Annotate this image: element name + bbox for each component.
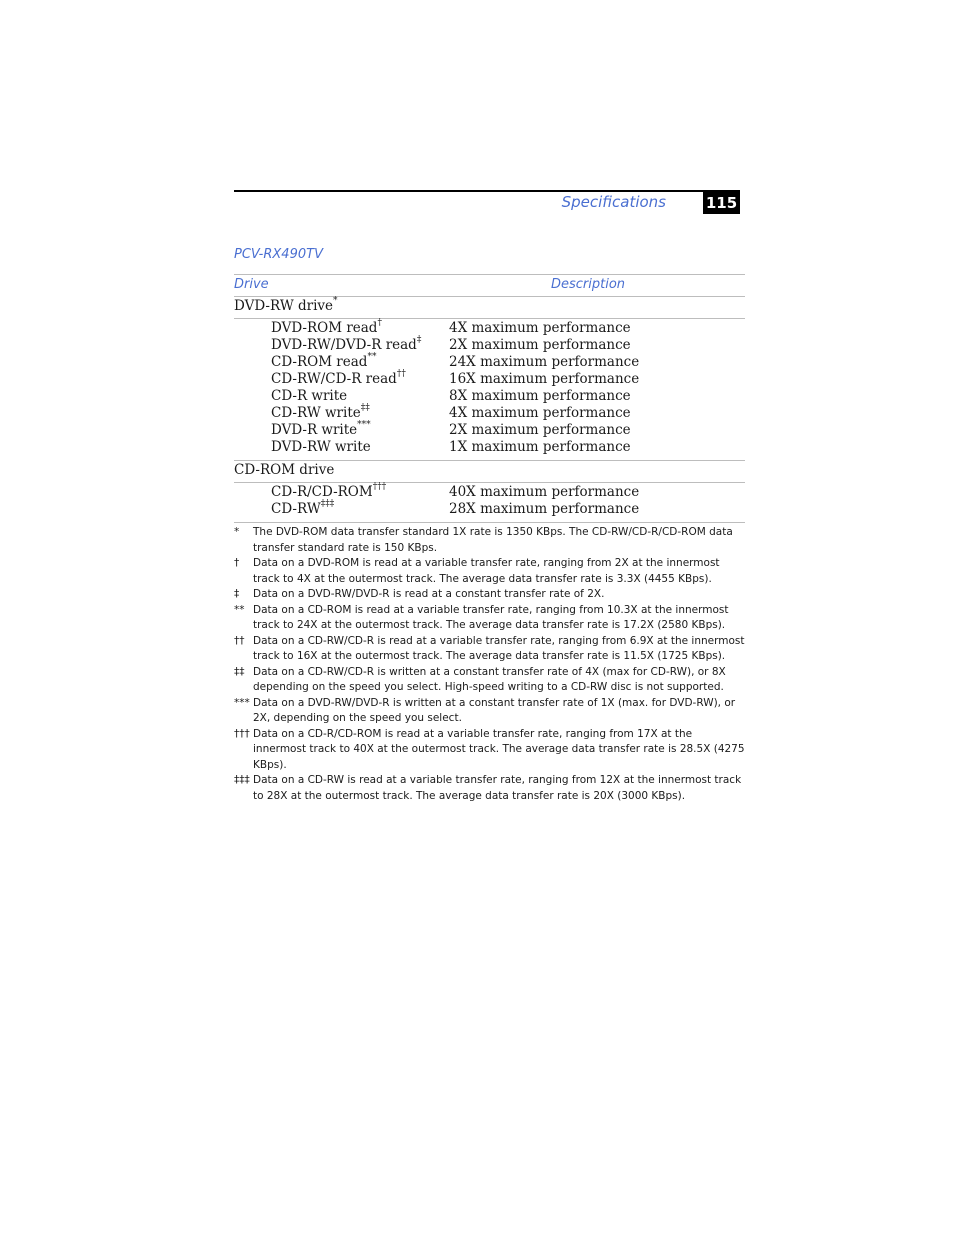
footnote bbox=[234, 556, 746, 587]
table-row bbox=[234, 337, 745, 354]
item-description: 4X maximum performance bbox=[449, 405, 631, 421]
footnote-marker: ‡‡‡ bbox=[234, 774, 250, 786]
footnote-mark: ‡ bbox=[416, 335, 422, 345]
item-name-text: CD-ROM read bbox=[271, 354, 368, 370]
model-title: PCV-RX490TV bbox=[234, 247, 323, 262]
col-drive-header: Drive bbox=[234, 277, 269, 292]
footnote-text: Data on a CD-ROM is read at a variable transfer rate, ranging from 10.3X at the innermost track to 24X at the outermost track. The average data transfer rate is 17.2X (2580 KBps). bbox=[253, 603, 729, 631]
footnote-mark: † bbox=[377, 318, 382, 328]
footnote-text: The DVD-ROM data transfer standard 1X rate is 1350 KBps. The CD-RW/CD-R/CD-ROM data transfer standard rate is 150 KBps. bbox=[253, 526, 733, 554]
footnote bbox=[234, 665, 746, 696]
item-description: 16X maximum performance bbox=[449, 371, 640, 387]
item-description: 4X maximum performance bbox=[449, 320, 631, 336]
footnote bbox=[234, 727, 746, 774]
group-row bbox=[234, 297, 745, 319]
footnote-mark: * bbox=[333, 296, 338, 306]
item-name bbox=[271, 484, 386, 500]
item-name-text: CD-R write bbox=[271, 388, 348, 404]
footnote-marker: † bbox=[234, 557, 240, 569]
footnote-mark: ††† bbox=[372, 482, 387, 492]
item-description: 24X maximum performance bbox=[449, 354, 640, 370]
item-description: 40X maximum performance bbox=[449, 484, 640, 500]
footnote-mark: ‡‡ bbox=[360, 403, 370, 413]
footnote-text: Data on a CD-RW/CD-R is read at a variable transfer rate, ranging from 6.9X at the innermost track to 16X at the outermost track. The average data transfer rate is 11.5X (1725 KBps). bbox=[253, 634, 745, 662]
item-description: 8X maximum performance bbox=[449, 388, 631, 404]
footnote-text: Data on a CD-RW is read at a variable transfer rate, ranging from 12X at the innermost track to 28X at the outermost track. The average data transfer rate is 20X (3000 KBps). bbox=[253, 774, 742, 802]
item-name-text: CD-RW write bbox=[271, 405, 361, 421]
item-description: 2X maximum performance bbox=[449, 422, 631, 438]
footnote-mark: *** bbox=[357, 420, 371, 430]
item-name bbox=[271, 388, 347, 404]
item-name-text: DVD-RW write bbox=[271, 439, 371, 455]
footnote-text: Data on a CD-RW/CD-R is written at a constant transfer rate of 4X (max for CD-RW), or 8X depending on the speed you select. High-speed writing to a CD-RW disc is not supported. bbox=[253, 665, 726, 693]
footnotes bbox=[234, 525, 746, 804]
table-row bbox=[234, 439, 745, 456]
table-row bbox=[234, 371, 745, 388]
table-body bbox=[234, 297, 745, 523]
table-row bbox=[234, 501, 745, 518]
group-items bbox=[234, 319, 745, 461]
footnote-marker: * bbox=[234, 526, 240, 538]
footnote-text: Data on a DVD-RW/DVD-R is written at a constant transfer rate of 1X (max. for DVD-RW), or 2X, depending on the speed you select. bbox=[253, 696, 736, 724]
footnote-marker: ††† bbox=[234, 727, 250, 740]
item-name bbox=[271, 439, 371, 455]
item-name-text: DVD-ROM read bbox=[271, 320, 378, 336]
group-row bbox=[234, 461, 745, 483]
table-row bbox=[234, 388, 745, 405]
item-name-text: CD-R/CD-ROM bbox=[271, 484, 373, 500]
footnote-marker: †† bbox=[234, 634, 245, 647]
item-description: 1X maximum performance bbox=[449, 439, 631, 455]
footnote-marker: *** bbox=[234, 696, 250, 709]
item-description: 28X maximum performance bbox=[449, 501, 640, 517]
item-name-text: CD-RW bbox=[271, 501, 321, 517]
footnote-text: Data on a DVD-RW/DVD-R is read at a constant transfer rate of 2X. bbox=[253, 588, 605, 600]
item-name-text: DVD-RW/DVD-R read bbox=[271, 337, 417, 353]
section-title: Specifications bbox=[561, 193, 666, 211]
footnote bbox=[234, 603, 746, 634]
footnote-marker: ‡ bbox=[234, 588, 240, 600]
table-row bbox=[234, 354, 745, 371]
footnote-marker: ** bbox=[234, 603, 245, 616]
item-name-text: DVD-R write bbox=[271, 422, 358, 438]
group-name bbox=[234, 462, 334, 478]
header-rule bbox=[234, 190, 740, 192]
table-row bbox=[234, 405, 745, 422]
item-name bbox=[271, 422, 371, 438]
footnote bbox=[234, 525, 746, 556]
table-row bbox=[234, 422, 745, 439]
group-name-text: CD-ROM drive bbox=[234, 462, 335, 478]
item-name bbox=[271, 337, 421, 353]
footnote bbox=[234, 696, 746, 727]
group-name bbox=[234, 298, 338, 314]
item-name bbox=[271, 371, 406, 387]
footnote bbox=[234, 587, 746, 603]
item-description: 2X maximum performance bbox=[449, 337, 631, 353]
item-name bbox=[271, 501, 334, 517]
item-name bbox=[271, 354, 376, 370]
footnote-text: Data on a CD-R/CD-ROM is read at a variable transfer rate, ranging from 17X at the innermost track to 40X at the outermost track. The average data transfer rate is 28.5X (4275 KBps). bbox=[253, 727, 745, 771]
table-row bbox=[234, 484, 745, 501]
page-number: 115 bbox=[703, 191, 740, 214]
table-row bbox=[234, 320, 745, 337]
footnote-mark: †† bbox=[396, 369, 406, 379]
item-name-text: CD-RW/CD-R read bbox=[271, 371, 397, 387]
group-items bbox=[234, 483, 745, 523]
footnote bbox=[234, 634, 746, 665]
footnote-mark: ‡‡‡ bbox=[320, 499, 335, 509]
footnote-text: Data on a DVD-ROM is read at a variable transfer rate, ranging from 2X at the innermost track to 4X at the outermost track. The average data transfer rate is 3.3X (4455 KBps). bbox=[253, 557, 720, 585]
footnote bbox=[234, 773, 746, 804]
footnote-mark: ** bbox=[367, 352, 377, 362]
specs-table bbox=[234, 274, 745, 523]
group-name-text: DVD-RW drive bbox=[234, 298, 334, 314]
table-header bbox=[234, 274, 745, 297]
item-name bbox=[271, 320, 382, 336]
col-description-header: Description bbox=[551, 277, 626, 292]
footnote-marker: ‡‡ bbox=[234, 665, 245, 678]
item-name bbox=[271, 405, 370, 421]
